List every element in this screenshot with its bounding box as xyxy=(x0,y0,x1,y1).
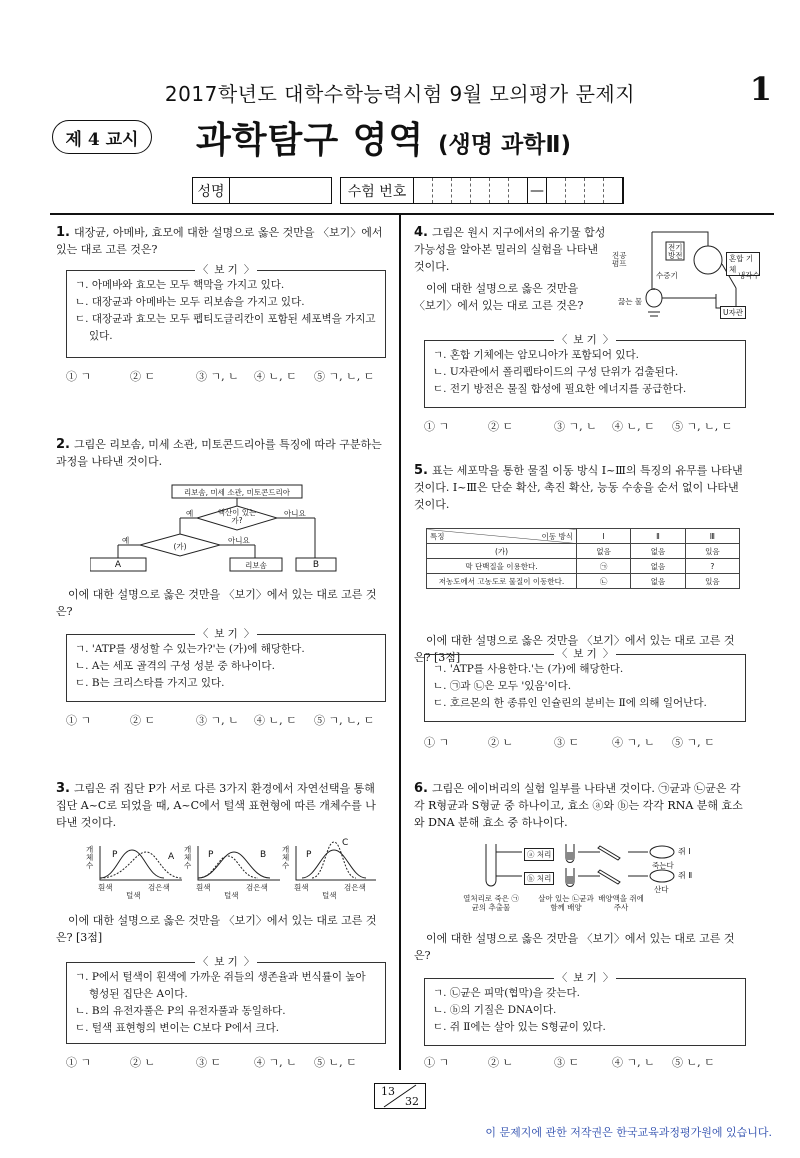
q3-label-a: A xyxy=(168,852,175,862)
q6-choice-5[interactable]: ⑤ ㄴ, ㄷ xyxy=(672,1056,715,1069)
q5-table-row xyxy=(427,574,740,589)
q5-row3-label: 저농도에서 고농도로 물질이 이동한다. xyxy=(427,574,577,589)
q4-choice-5[interactable]: ⑤ ㄱ, ㄴ, ㄷ xyxy=(672,420,733,433)
q5-choice-3[interactable]: ③ ㄷ xyxy=(554,736,580,749)
period-badge: 제 4 교시 xyxy=(52,120,152,154)
footer-total: 32 xyxy=(405,1095,419,1108)
q5-table-row xyxy=(427,544,740,559)
q5-item-1: ㄱ. 'ATP를 사용한다.'는 (가)에 해당한다. xyxy=(433,663,624,675)
q4-stem-2: 이에 대한 설명으로 옳은 것만을 〈보기〉에서 있는 대로 고른 것은? xyxy=(414,282,584,312)
q6-caption-3: 배양액을 쥐에 주사 xyxy=(598,894,644,912)
q4-vapor-label: 수증기 xyxy=(656,271,678,280)
page-number: 1 xyxy=(749,70,772,108)
q1-choice-3[interactable]: ③ ㄱ, ㄴ xyxy=(196,370,239,383)
q4-stem: 그림은 원시 지구에서의 유기물 합성 가능성을 알아본 밀러의 실험을 나타낸 것이다. xyxy=(414,226,606,273)
q3-xright-1: 검은색 xyxy=(148,883,170,892)
q3-label-c: C xyxy=(342,838,349,848)
q1-number: 1. xyxy=(56,225,70,240)
q6-choices xyxy=(424,1054,715,1070)
q6-item-2: ㄴ. ⓑ의 기질은 DNA이다. xyxy=(433,1004,557,1016)
q5-item-3: ㄷ. 호르몬의 한 종류인 인슐린의 분비는 Ⅱ에 의해 일어난다. xyxy=(433,697,707,709)
exam-number-field[interactable] xyxy=(414,177,624,204)
q4-spark-label: 전기 방전 xyxy=(668,243,683,260)
q6-bogi-box: 〈 보 기 〉 ㄱ. ㉡균은 피막(협막)을 갖는다. ㄴ. ⓑ의 기질은 DNA이다. ㄷ. 쥐 Ⅱ에는 살아 있는 S형균이 있다. xyxy=(424,978,746,1046)
q5-row1-label: (가) xyxy=(427,544,577,559)
q3-choice-3[interactable]: ③ ㄷ xyxy=(196,1056,222,1069)
q4-cooling-label: 냉각수 xyxy=(738,271,760,280)
q2-stem-2: 이에 대한 설명으로 옳은 것만을 〈보기〉에서 있는 대로 고른 것은? xyxy=(56,588,377,618)
q1-choices xyxy=(66,368,374,384)
q2-box-ribosome: 리보솜 xyxy=(245,561,267,570)
q5-row1-c1: 없음 xyxy=(577,544,631,559)
q3-label-p2: P xyxy=(208,850,214,860)
q5-choice-4[interactable]: ④ ㄱ, ㄴ xyxy=(612,736,655,749)
q6-mouse-1: 쥐 Ⅰ xyxy=(678,847,691,856)
q2-choice-3[interactable]: ③ ㄱ, ㄴ xyxy=(196,714,239,727)
q4-boiling-label: 끓는 물 xyxy=(618,297,643,306)
name-label: 성명 xyxy=(192,177,230,204)
q4-item-2: ㄴ. U자관에서 폴리펩타이드의 구성 단위가 검출된다. xyxy=(433,366,679,378)
q2-box-a: A xyxy=(114,560,122,570)
exam-number-dash: — xyxy=(528,178,547,203)
q4-apparatus xyxy=(612,224,760,320)
q5-choice-2[interactable]: ② ㄴ xyxy=(488,736,514,749)
q3-ylabel-1: 개체수 xyxy=(86,845,94,870)
q6-dead: 죽는다 xyxy=(652,861,674,870)
q4-choice-2[interactable]: ② ㄷ xyxy=(488,420,514,433)
q2-choice-2[interactable]: ② ㄷ xyxy=(130,714,156,727)
q5-item-2: ㄴ. ㉠과 ㉡은 모두 '있음'이다. xyxy=(433,680,572,692)
q2-choice-5[interactable]: ⑤ ㄱ, ㄴ, ㄷ xyxy=(314,714,375,727)
q3-xleft-2: 흰색 xyxy=(196,883,211,892)
exam-number-label: 수험 번호 xyxy=(340,177,414,204)
q5-row2-c3: ? xyxy=(685,559,739,574)
q3-bogi-label: 보 기 xyxy=(211,956,241,968)
q2-no-2: 아니요 xyxy=(228,536,250,545)
q1-item-2: ㄴ. 대장균과 아메바는 모두 리보솜을 가지고 있다. xyxy=(75,296,305,308)
q2-box-b: B xyxy=(312,560,320,570)
q3-item-3: ㄷ. 털색 표현형의 변이는 C보다 P에서 크다. xyxy=(75,1022,280,1034)
q5-stem-2: 이에 대한 설명으로 옳은 것만을 〈보기〉에서 있는 대로 고른 것은? [3점] xyxy=(414,634,735,664)
q4-choice-1[interactable]: ① ㄱ xyxy=(424,420,450,433)
q2-yes-2: 예 xyxy=(122,536,130,545)
q5-row1-c3: 있음 xyxy=(685,544,739,559)
q6-item-1: ㄱ. ㉡균은 피막(협막)을 갖는다. xyxy=(433,987,580,999)
q6-choice-3[interactable]: ③ ㄷ xyxy=(554,1056,580,1069)
q2-decision-1: 핵산이 있는가? xyxy=(217,508,257,525)
q3-choice-1[interactable]: ① ㄱ xyxy=(66,1056,92,1069)
q3-choice-4[interactable]: ④ ㄱ, ㄴ xyxy=(254,1056,297,1069)
q6-choice-1[interactable]: ① ㄱ xyxy=(424,1056,450,1069)
q3-stem-2: 이에 대한 설명으로 옳은 것만을 〈보기〉에서 있는 대로 고른 것은? [3점] xyxy=(56,914,377,944)
q6-live: 산다 xyxy=(654,885,669,894)
q3-label-b: B xyxy=(260,850,267,860)
q5-row3-c2: 없음 xyxy=(631,574,685,589)
q3-stem: 그림은 쥐 집단 P가 서로 다른 3가지 환경에서 자연선택을 통해 집단 A~C로 되었을 때, A~C에서 털색 표현형에 따른 개체수를 나타낸 것이다. xyxy=(56,782,376,829)
question-5 xyxy=(414,462,746,513)
q3-item-1: ㄱ. P에서 털색이 흰색에 가까운 쥐들의 생존율과 번식률이 높아 형성된 집단은 A이다. xyxy=(75,971,366,1000)
q3-choice-2[interactable]: ② ㄴ xyxy=(130,1056,156,1069)
q3-number: 3. xyxy=(56,781,70,796)
q2-item-1: ㄱ. 'ATP를 생성할 수 있는가?'는 (가)에 해당한다. xyxy=(75,643,305,655)
q3-xleft-1: 흰색 xyxy=(98,883,113,892)
q5-stem: 표는 세포막을 통한 물질 이동 방식 Ⅰ~Ⅲ의 특징의 유무를 나타낸 것이다. Ⅰ~Ⅲ은 단순 확산, 촉진 확산, 능동 수송을 순서 없이 나타낸 것이다. xyxy=(414,464,743,511)
q5-table-row xyxy=(427,559,740,574)
q3-choices xyxy=(66,1054,357,1070)
q5-head-feature: 특징 xyxy=(430,531,445,541)
q3-label-p1: P xyxy=(112,850,118,860)
question-3 xyxy=(56,780,386,831)
q5-row3-c3: 있음 xyxy=(685,574,739,589)
subject-subtitle: (생명 과학Ⅱ) xyxy=(438,132,572,158)
q6-item-3: ㄷ. 쥐 Ⅱ에는 살아 있는 S형균이 있다. xyxy=(433,1021,606,1033)
q1-choice-1[interactable]: ① ㄱ xyxy=(66,370,92,383)
q5-col-1: Ⅰ xyxy=(577,529,631,544)
q6-experiment xyxy=(448,838,708,916)
q4-item-3: ㄷ. 전기 방전은 물질 합성에 필요한 에너지를 공급한다. xyxy=(433,383,687,395)
q1-stem: 대장균, 아메바, 효모에 대한 설명으로 옳은 것만을 〈보기〉에서 있는 대로 고른 것은? xyxy=(56,226,383,256)
header-rule xyxy=(50,213,774,215)
q3-xlabel-2: 털색 xyxy=(224,891,239,900)
q2-decision-2: (가) xyxy=(173,542,187,551)
q6-choice-4[interactable]: ④ ㄱ, ㄴ xyxy=(612,1056,655,1069)
q4-choice-3[interactable]: ③ ㄱ, ㄴ xyxy=(554,420,597,433)
q5-table-header xyxy=(427,529,740,544)
q2-choice-4[interactable]: ④ ㄴ, ㄷ xyxy=(254,714,297,727)
q4-gas-label: 혼합 기체 xyxy=(726,252,760,276)
q2-item-3: ㄷ. B는 크리스타를 가지고 있다. xyxy=(75,677,225,689)
q5-row2-c2: 없음 xyxy=(631,559,685,574)
q6-caption-2: 살아 있는 ㉡균과 함께 배양 xyxy=(538,894,594,912)
q2-no-1: 아니요 xyxy=(284,509,306,518)
q5-table xyxy=(426,528,740,589)
q2-choice-1[interactable]: ① ㄱ xyxy=(66,714,92,727)
q5-choice-5[interactable]: ⑤ ㄱ, ㄷ xyxy=(672,736,715,749)
q5-bogi-label: 보 기 xyxy=(570,648,600,660)
q4-utube-label: U자관 xyxy=(720,306,746,319)
q2-bogi-label: 보 기 xyxy=(211,628,241,640)
question-6 xyxy=(414,780,746,831)
q1-item-3: ㄷ. 대장균과 효모는 모두 펩티도글리칸이 포함된 세포벽을 가지고 있다. xyxy=(75,313,376,342)
q2-item-2: ㄴ. A는 세포 골격의 구성 성분 중 하나이다. xyxy=(75,660,275,672)
q1-choice-5[interactable]: ⑤ ㄱ, ㄴ, ㄷ xyxy=(314,370,375,383)
subject-title: 과학탐구 영역 xyxy=(196,120,425,161)
footer-page: 13 xyxy=(381,1085,395,1098)
q5-col-2: Ⅱ xyxy=(631,529,685,544)
q1-choice-4[interactable]: ④ ㄴ, ㄷ xyxy=(254,370,297,383)
q2-number: 2. xyxy=(56,437,70,452)
q1-item-1: ㄱ. 아메바와 효모는 모두 핵막을 가지고 있다. xyxy=(75,279,285,291)
q4-choices xyxy=(424,418,732,434)
q3-xright-3: 검은색 xyxy=(344,883,366,892)
q1-bogi-box: 〈 보 기 〉 ㄱ. 아메바와 효모는 모두 핵막을 가지고 있다. ㄴ. 대장균과 아메바는 모두 리보솜을 가지고 있다. ㄷ. 대장균과 효모는 모두 펩티도글리칸이 포함된 세포벽을 가지고 있다. xyxy=(66,270,386,358)
q3-graphs xyxy=(86,838,376,898)
q3-xright-2: 검은색 xyxy=(246,883,268,892)
q5-col-3: Ⅲ xyxy=(685,529,739,544)
q6-stem-2: 이에 대한 설명으로 옳은 것만을 〈보기〉에서 있는 대로 고른 것은? xyxy=(414,932,735,962)
q2-top-box: 리보솜, 미세 소관, 미토콘드리아 xyxy=(183,488,291,497)
question-1 xyxy=(56,224,386,258)
q1-bogi-label: 보 기 xyxy=(211,264,241,276)
name-field[interactable] xyxy=(230,177,332,204)
q5-choice-1[interactable]: ① ㄱ xyxy=(424,736,450,749)
copyright-notice: 이 문제지에 관한 저작권은 한국교육과정평가원에 있습니다. xyxy=(485,1126,772,1139)
q3-choice-5[interactable]: ⑤ ㄴ, ㄷ xyxy=(314,1056,357,1069)
q2-yes-1: 예 xyxy=(186,509,194,518)
q4-vacuum-label: 진공 펌프 xyxy=(612,251,627,268)
q5-number: 5. xyxy=(414,463,428,478)
name-bar xyxy=(192,177,624,204)
q2-flowchart xyxy=(90,484,370,574)
q2-choices xyxy=(66,712,374,728)
q4-bogi-label: 보 기 xyxy=(570,334,600,346)
q5-head-method: 이동 방식 xyxy=(541,531,573,541)
q3-xlabel-3: 털색 xyxy=(322,891,337,900)
q5-row2-c1: ㉠ xyxy=(577,559,631,574)
q3-ylabel-3: 개체수 xyxy=(282,845,290,870)
q6-number: 6. xyxy=(414,781,428,796)
q3-label-p3: P xyxy=(306,850,312,860)
q6-caption-1: 열처리로 죽은 ㉠균의 추출물 xyxy=(463,894,519,912)
q4-number: 4. xyxy=(414,225,428,240)
q4-choice-4[interactable]: ④ ㄴ, ㄷ xyxy=(612,420,655,433)
q6-a-treat: ⓐ 처리 xyxy=(524,848,554,861)
q4-item-1: ㄱ. 혼합 기체에는 암모니아가 포함되어 있다. xyxy=(433,349,639,361)
q1-choice-2[interactable]: ② ㄷ xyxy=(130,370,156,383)
q5-row3-c1: ㉡ xyxy=(577,574,631,589)
q5-row2-label: 막 단백질을 이용한다. xyxy=(427,559,577,574)
footer-page-box xyxy=(374,1083,426,1109)
q2-stem: 그림은 리보솜, 미세 소관, 미토콘드리아를 특징에 따라 구분하는 과정을 나타낸 것이다. xyxy=(56,438,382,468)
q5-row1-c2: 없음 xyxy=(631,544,685,559)
question-2 xyxy=(56,436,386,470)
q3-xlabel-1: 털색 xyxy=(126,891,141,900)
q6-bogi-label: 보 기 xyxy=(570,972,600,984)
q4-bogi-box: 〈 보 기 〉 ㄱ. 혼합 기체에는 암모니아가 포함되어 있다. ㄴ. U자관에서 폴리펩타이드의 구성 단위가 검출된다. ㄷ. 전기 방전은 물질 합성에 필요한 에너지를 공급한다. xyxy=(424,340,746,408)
q5-choices xyxy=(424,734,715,750)
q3-xleft-3: 흰색 xyxy=(294,883,309,892)
q6-stem: 그림은 에이버리의 실험 일부를 나타낸 것이다. ㉠균과 ㉡균은 각각 R형균과 S형균 중 하나이고, 효소 ⓐ와 ⓑ는 각각 RNA 분해 효소와 DNA 분해 효소 중 하나이다. xyxy=(414,782,743,829)
q6-choice-2[interactable]: ② ㄴ xyxy=(488,1056,514,1069)
exam-title: 2017학년도 대학수학능력시험 9월 모의평가 문제지 xyxy=(164,82,636,106)
question-4 xyxy=(414,224,610,275)
q3-bogi-box: 〈 보 기 〉 ㄱ. P에서 털색이 흰색에 가까운 쥐들의 생존율과 번식률이 높아 형성된 집단은 A이다. ㄴ. B의 유전자풀은 P의 유전자풀과 동일하다. ㄷ. 털색 표현형의 변이는 C보다 P에서 크다. xyxy=(66,962,386,1044)
q2-bogi-box: 〈 보 기 〉 ㄱ. 'ATP를 생성할 수 있는가?'는 (가)에 해당한다. ㄴ. A는 세포 골격의 구성 성분 중 하나이다. ㄷ. B는 크리스타를 가지고 있다. xyxy=(66,634,386,702)
q3-ylabel-2: 개체수 xyxy=(184,845,192,870)
column-divider xyxy=(399,215,401,1070)
q6-b-treat: ⓑ 처리 xyxy=(524,872,554,885)
q3-item-2: ㄴ. B의 유전자풀은 P의 유전자풀과 동일하다. xyxy=(75,1005,286,1017)
q6-mouse-2: 쥐 Ⅱ xyxy=(678,871,693,880)
q5-bogi-box: 〈 보 기 〉 ㄱ. 'ATP를 사용한다.'는 (가)에 해당한다. ㄴ. ㉠과 ㉡은 모두 '있음'이다. ㄷ. 호르몬의 한 종류인 인슐린의 분비는 Ⅱ에 의해 일어난다. xyxy=(424,654,746,722)
